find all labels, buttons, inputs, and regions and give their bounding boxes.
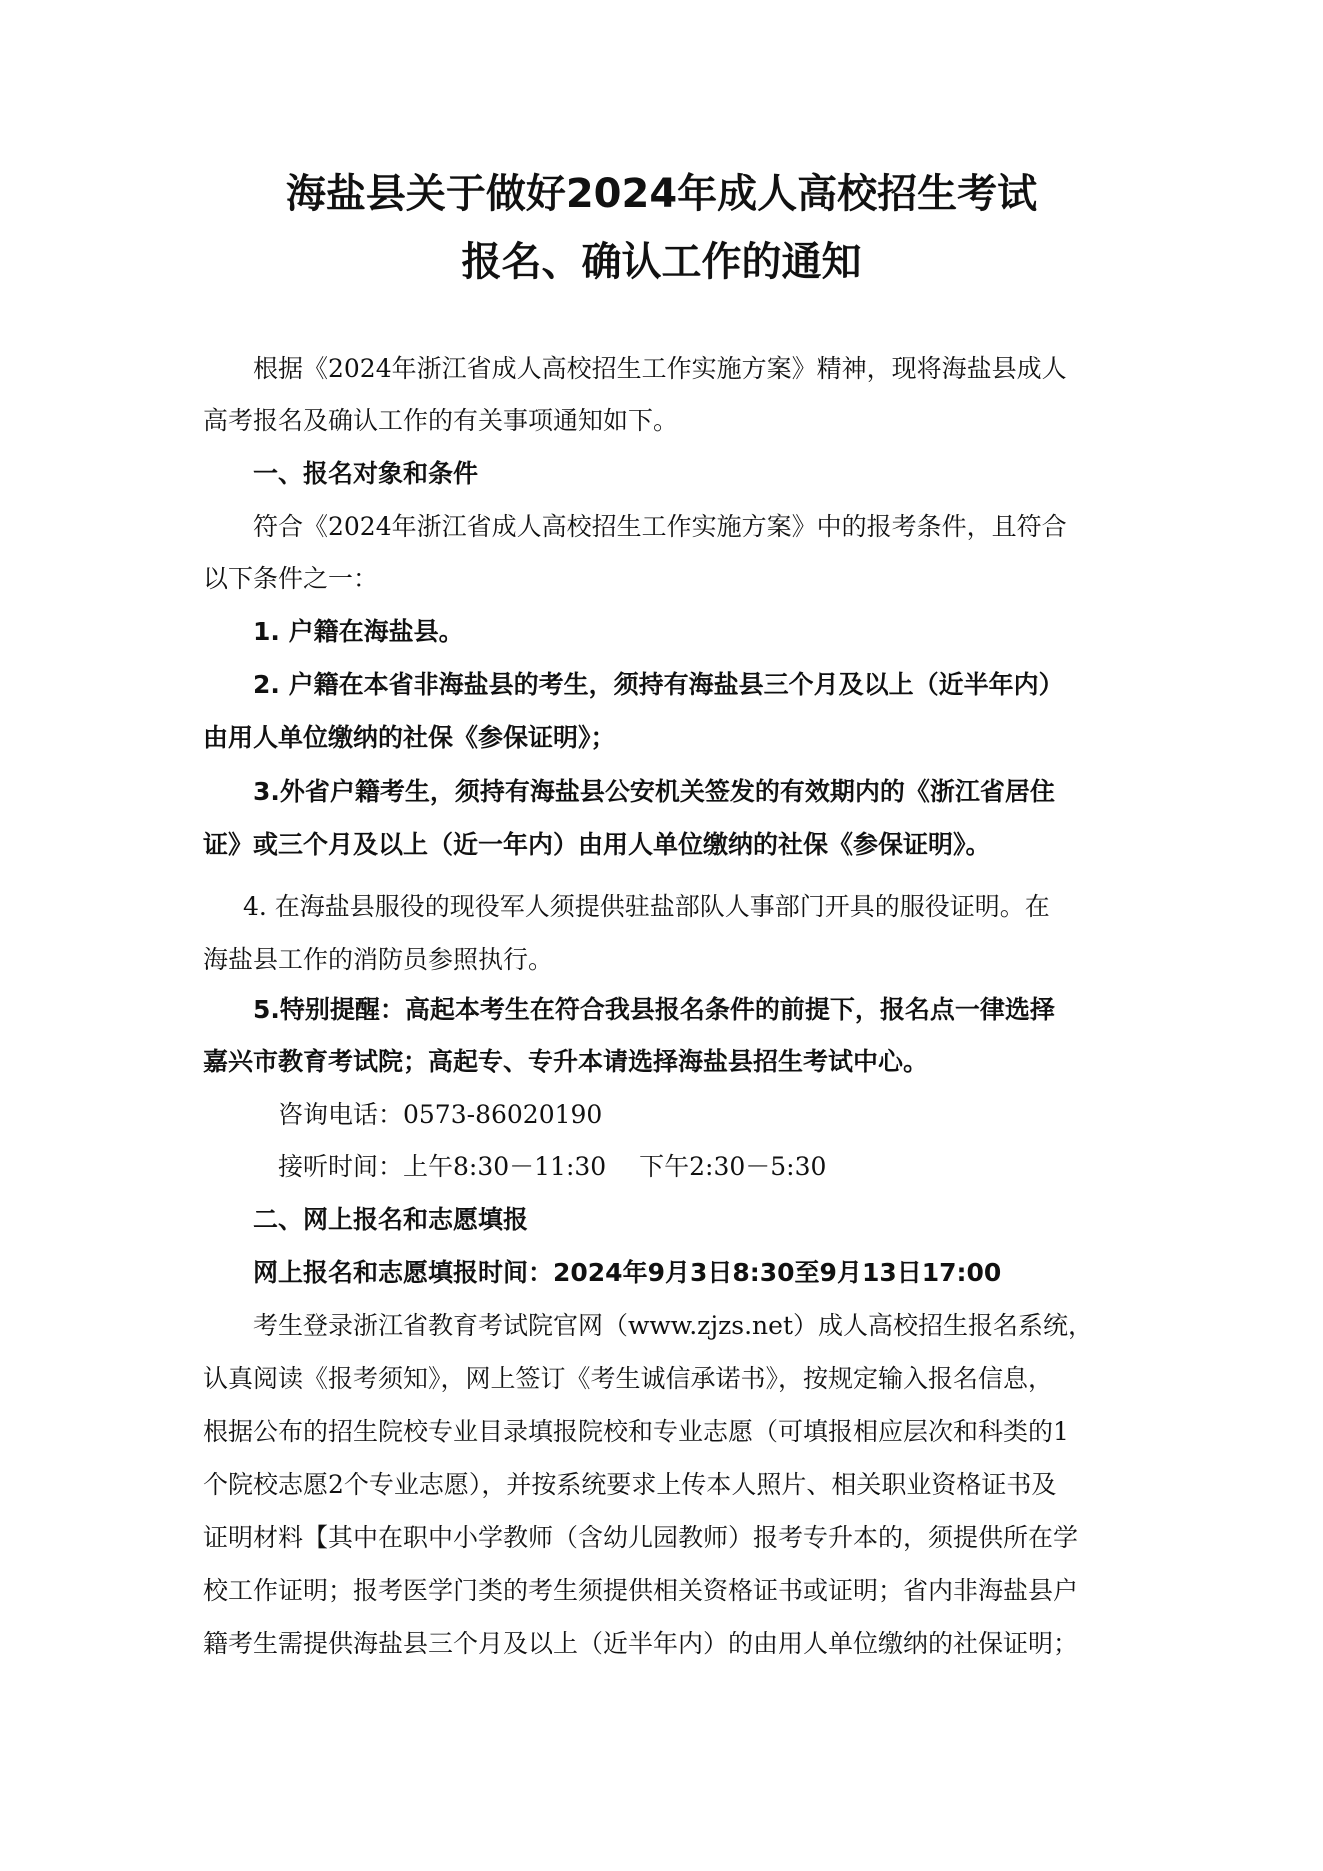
condition-item-5-line-1: 5.特别提醒：高起本考生在符合我县报名条件的前提下，报名点一律选择	[253, 995, 1055, 1024]
section-1-text-line-1: 符合《2024年浙江省成人高校招生工作实施方案》中的报考条件，且符合	[253, 512, 1067, 541]
section-1-text-line-2: 以下条件之一：	[203, 564, 379, 593]
condition-item-2-line-2: 由用人单位缴纳的社保《参保证明》；	[203, 723, 616, 752]
intro-paragraph-line-1: 根据《2024年浙江省成人高校招生工作实施方案》精神，现将海盐县成人	[253, 354, 1067, 383]
hotline: 咨询电话：0573-86020190	[278, 1100, 603, 1129]
section-2-paragraph-line-4: 个院校志愿2个专业志愿），并按系统要求上传本人照片、相关职业资格证书及	[203, 1470, 1057, 1499]
condition-item-2-line-1: 2. 户籍在本省非海盐县的考生，须持有海盐县三个月及以上（近半年内）	[253, 670, 1064, 699]
section-2-paragraph-line-7: 籍考生需提供海盐县三个月及以上（近半年内）的由用人单位缴纳的社保证明；	[203, 1629, 1079, 1658]
section-2-heading: 二、网上报名和志愿填报	[253, 1205, 529, 1234]
condition-item-1: 1. 户籍在海盐县。	[253, 617, 464, 646]
section-2-paragraph-line-6: 校工作证明；报考医学门类的考生须提供相关资格证书或证明；省内非海盐县户	[203, 1576, 1079, 1605]
document-title-line-2: 报名、确认工作的通知	[461, 239, 862, 285]
section-2-paragraph-line-1: 考生登录浙江省教育考试院官网（www.zjzs.net）成人高校招生报名系统，	[253, 1311, 1093, 1340]
condition-item-5-line-2: 嘉兴市教育考试院；高起专、专升本请选择海盐县招生考试中心。	[203, 1047, 929, 1076]
intro-paragraph-line-2: 高考报名及确认工作的有关事项通知如下。	[203, 406, 679, 435]
condition-item-3-line-2: 证》或三个月及以上（近一年内）由用人单位缴纳的社保《参保证明》。	[203, 830, 991, 859]
section-1-heading: 一、报名对象和条件	[253, 459, 479, 488]
section-2-paragraph-line-5: 证明材料【其中在职中小学教师（含幼儿园教师）报考专升本的，须提供所在学	[203, 1523, 1079, 1552]
condition-item-3-line-1: 3.外省户籍考生，须持有海盐县公安机关签发的有效期内的《浙江省居住	[253, 777, 1055, 806]
condition-item-4-line-2: 海盐县工作的消防员参照执行。	[203, 945, 554, 974]
office-hours: 接听时间：上午8:30－11:30 下午2:30－5:30	[278, 1152, 827, 1181]
section-2-time: 网上报名和志愿填报时间：2024年9月3日8:30至9月13日17:00	[253, 1258, 1002, 1287]
section-2-paragraph-line-2: 认真阅读《报考须知》，网上签订《考生诚信承诺书》，按规定输入报名信息，	[203, 1364, 1054, 1393]
condition-item-4-line-1: 4. 在海盐县服役的现役军人须提供驻盐部队人事部门开具的服役证明。在	[243, 892, 1050, 921]
section-2-paragraph-line-3: 根据公布的招生院校专业目录填报院校和专业志愿（可填报相应层次和科类的1	[203, 1417, 1069, 1446]
document-title-line-1: 海盐县关于做好2024年成人高校招生考试	[285, 171, 1038, 217]
